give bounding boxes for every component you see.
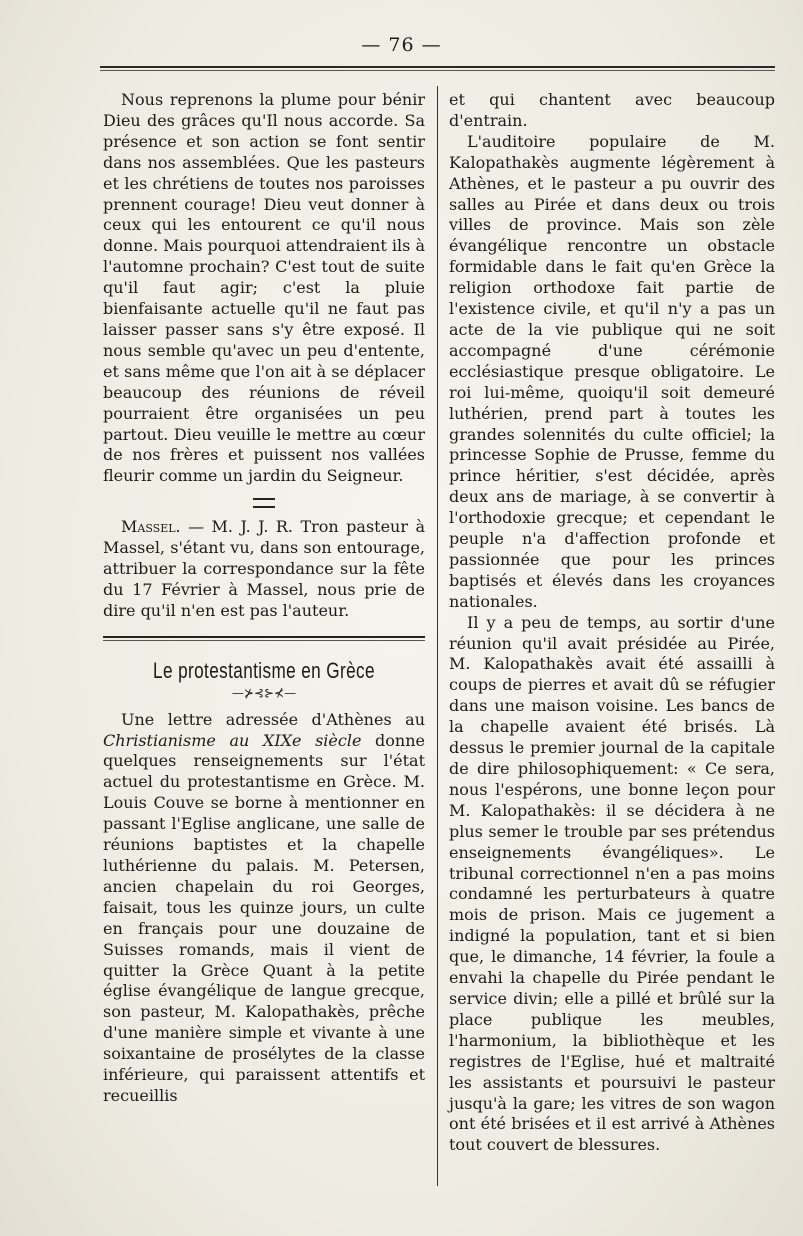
ornament-divider: —⊁⊰⊱⊀— xyxy=(231,685,297,700)
paragraph-massel xyxy=(103,517,425,622)
header-rule-thin xyxy=(100,70,775,71)
right-column xyxy=(449,90,775,1156)
paragraph-attack: Il y a peu de temps, au sortir d'une réunion qu'il avait présidée au Pirée, M. Kalopathakès avait été assailli à coups de pierres et avait dû se réfugier dans une maison voisine. Les bancs de la chapelle avaient été brisés. Là dessus le premier journal de la capitale de dire philosophiquement: « Ce sera, nous l'espérons, une bonne leçon pour M. Kalopathakès: il se décidera à ne plus semer le trouble par ses prétendus enseignements évangéliques». Le tribunal correctionnel n'en a pas moins condamné les perturbateurs à quatre mois de prison. Mais ce jugement a indigné la population, tant et si bien que, le dimanche, 14 février, la foule a envahi la chapelle du Pirée pendant le service divin; elle a pillé et brûlé sur la place publique les meubles, l'harmonium, la bibliothèque et les registres de l'Eglise, hué et maltraité les assistants et poursuivi le pasteur jusqu'à la gare; les vitres de son wagon ont été brisées et il est arrivé à Athènes tout couvert de blessures. xyxy=(449,612,775,1155)
column-divider xyxy=(437,86,438,1186)
page-number: — 76 — xyxy=(361,34,442,56)
section-rule xyxy=(103,636,425,638)
massel-text: — M. J. J. R. Tron pasteur à Massel, s'étant vu, dans son entourage, attribuer la correspondance sur la fête du 17 Février à Massel, nous prie de dire qu'il n'en est pas l'auteur. xyxy=(103,517,425,620)
separator-mark xyxy=(103,493,425,513)
paragraph-audience: L'auditoire populaire de M. Kalopathakès augmente légèrement à Athènes, et le pasteur a pu ouvrir des salles au Pirée et dans deux ou trois villes de province. Mais son zèle évangélique rencontre un obstacle formidable dans le fait qu'en Grèce la religion orthodoxe fait partie de l'existence civile, et qu'il n'y a pas un acte de la vie publique qui ne soit accompagné d'une cérémonie ecclésiastique presque obligatoire. Le roi lui-même, quoiqu'il soit demeuré luthérien, prend part à toutes les grandes solennités du culte officiel; la princesse Sophie de Prusse, femme du prince héritier, s'est décidée, après deux ans de mariage, à se convertir à l'orthodoxie grecque; et cependant le peuple n'a d'affection profonde et passionnée que pour les princes baptisés et élevés dans les croyances nationales. xyxy=(449,131,775,611)
massel-name: Massel. xyxy=(121,517,181,537)
paragraph-revival: Nous reprenons la plume pour bénir Dieu des grâces qu'Il nous accorde. Sa présence et son action se font sentir dans nos assemblées. Que les pasteurs et les chrétiens de toutes nos paroisses prennent courage! Dieu veut donner à ceux qui les entourent ce qu'il nous donne. Mais pourquoi attendraient ils à l'automne prochain? C'est tout de suite qu'il faut agir; c'est la pluie bienfaisante actuelle qu'il ne faut pas laisser passer sans s'y être exposé. Il nous semble qu'avec un peu d'entente, et sans même que l'on ait à se déplacer beaucoup des réunions de réveil pourraient être organisées un peu partout. Dieu veuille le mettre au cœur de nos frères et puissent nos vallées fleurir comme un jardin du Seigneur. xyxy=(103,90,425,486)
section-title: Le protestantisme en Grèce xyxy=(153,657,375,683)
header-rule xyxy=(100,66,775,68)
journal-title: Christianisme au XIXe siècle xyxy=(103,730,362,750)
left-column xyxy=(103,90,425,1107)
section-rule-thin xyxy=(103,640,425,641)
paragraph-letter: Une lettre adressée d'Athènes au Christianisme au XIXe siècle donne quelques renseignements sur l'état actuel du protestantisme en Grèce. M. Louis Couve se borne à mentionner en passant l'Eglise anglicane, une salle de réunions baptistes et la chapelle luthérienne du palais. M. Petersen, ancien chapelain du roi Georges, faisait, tous les quinze jours, un culte en français pour une douzaine de Suisses romands, mais il vient de quitter la Grèce Quant à la petite église évangélique de langue grecque, son pasteur, M. Kalopathakès, prêche d'une manière simple et vivante à une soixantaine de prosélytes de la classe inférieure, qui paraissent attentifs et recueillis xyxy=(103,709,425,1105)
paragraph-continuation: et qui chantent avec beaucoup d'entrain. xyxy=(449,90,775,130)
